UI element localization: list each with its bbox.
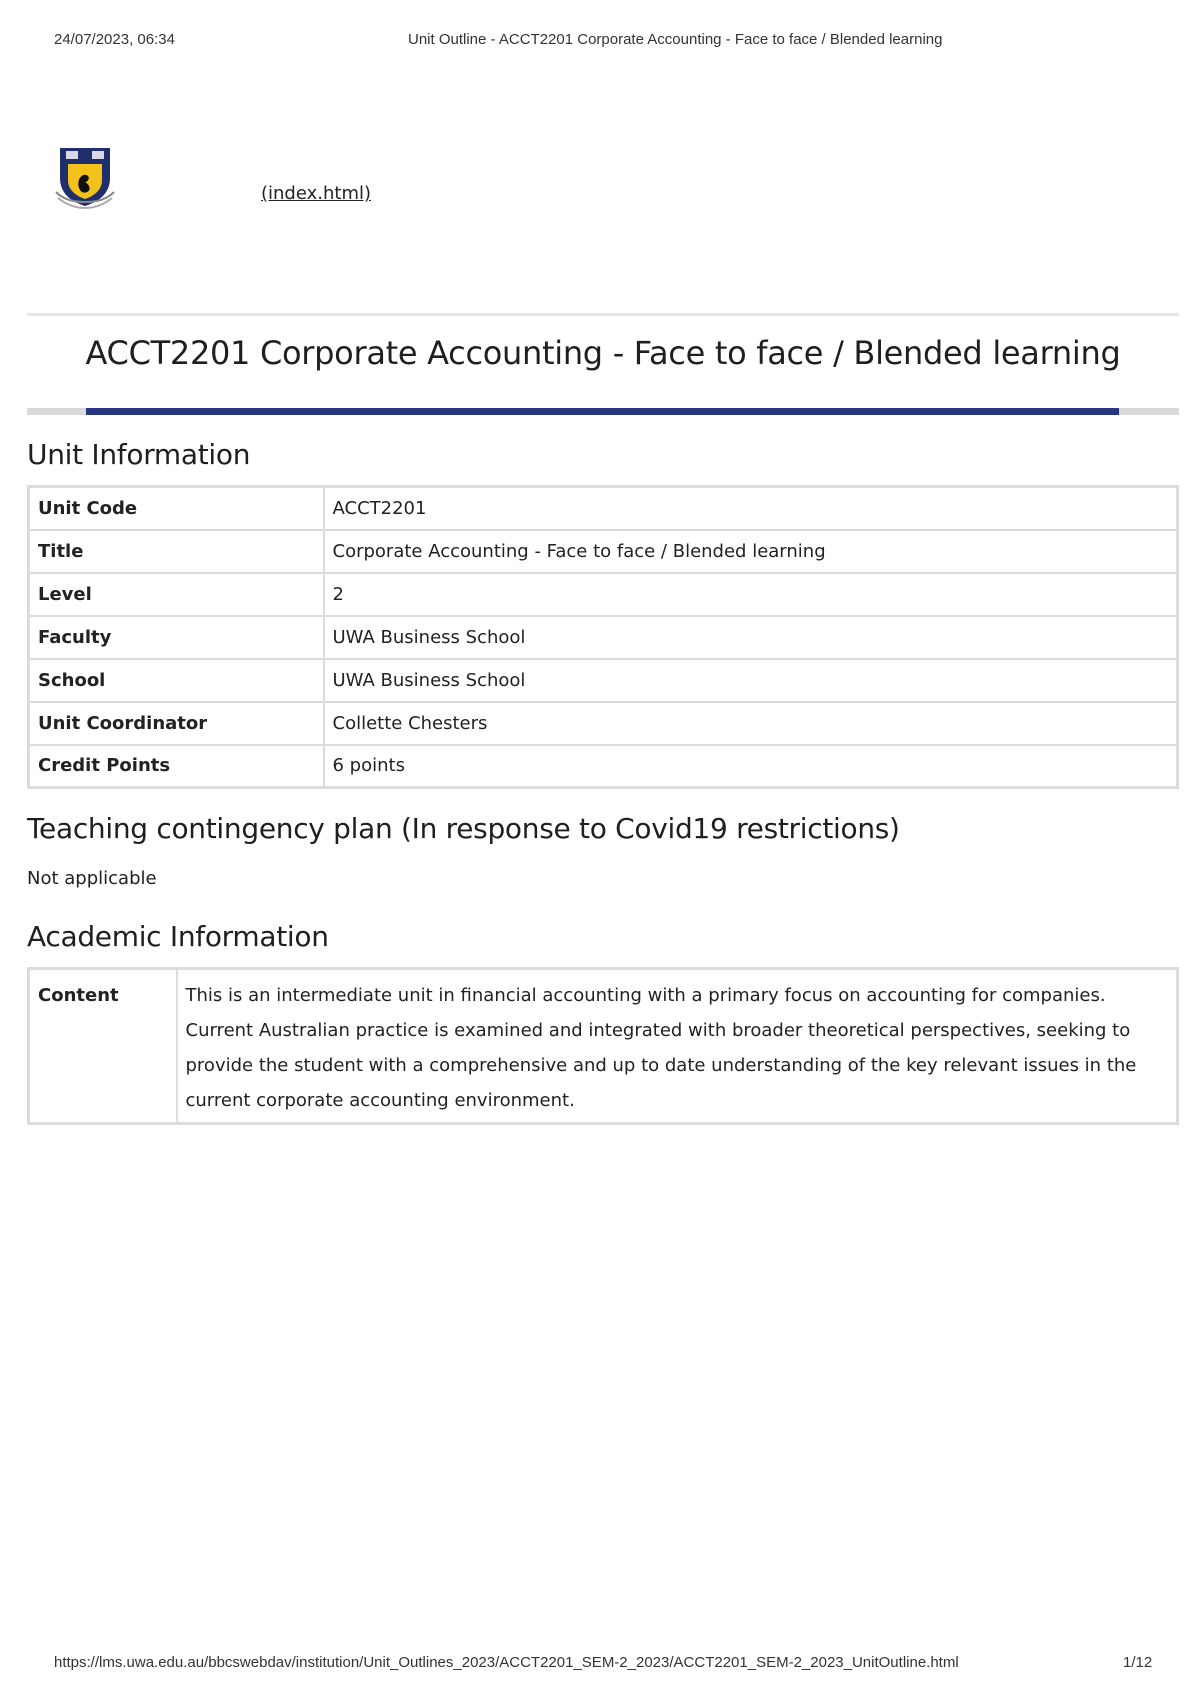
row-label: Credit Points xyxy=(29,745,324,788)
table-row xyxy=(29,969,1178,1124)
unit-information-table xyxy=(27,485,1179,789)
row-value: 6 points xyxy=(324,745,1178,788)
title-underline-accent xyxy=(86,408,1119,415)
row-value: UWA Business School xyxy=(324,659,1178,702)
row-value: This is an intermediate unit in financial accounting with a primary focus on accounting for companies. Current Australian practice is examined and integrated with broader theoretical perspectives, seeking to provide the student with a comprehensive and up to date understanding of the key relevant issues in the current corporate accounting environment. xyxy=(177,969,1178,1124)
table-row xyxy=(29,745,1178,788)
unit-information-heading: Unit Information xyxy=(27,438,251,471)
academic-information-table xyxy=(27,967,1179,1125)
print-datetime: 24/07/2023, 06:34 xyxy=(54,31,175,48)
academic-information-heading: Academic Information xyxy=(27,920,329,953)
row-value: Collette Chesters xyxy=(324,702,1178,745)
row-label: Unit Code xyxy=(29,487,324,530)
contingency-heading: Teaching contingency plan (In response to Covid19 restrictions) xyxy=(27,812,900,845)
row-label: Title xyxy=(29,530,324,573)
table-row xyxy=(29,616,1178,659)
row-label: School xyxy=(29,659,324,702)
contingency-text: Not applicable xyxy=(27,868,157,889)
row-label: Faculty xyxy=(29,616,324,659)
table-row xyxy=(29,702,1178,745)
page-title: ACCT2201 Corporate Accounting - Face to face / Blended learning xyxy=(85,334,1121,372)
table-row xyxy=(29,659,1178,702)
print-page-title: Unit Outline - ACCT2201 Corporate Accounting - Face to face / Blended learning xyxy=(408,31,943,48)
top-divider xyxy=(27,313,1179,316)
row-value: 2 xyxy=(324,573,1178,616)
page-number: 1/12 xyxy=(1123,1654,1153,1671)
row-value: UWA Business School xyxy=(324,616,1178,659)
row-label: Content xyxy=(29,969,177,1124)
index-link[interactable]: (index.html) xyxy=(261,183,372,204)
print-footer xyxy=(0,1654,1200,1674)
row-value: Corporate Accounting - Face to face / Blended learning xyxy=(324,530,1178,573)
row-label: Unit Coordinator xyxy=(29,702,324,745)
title-underline xyxy=(27,408,1179,415)
print-url: https://lms.uwa.edu.au/bbcswebdav/institution/Unit_Outlines_2023/ACCT2201_SEM-2_2023/ACCT2201_SEM-2_2023_UnitOutline.html xyxy=(54,1654,959,1671)
uwa-crest-icon[interactable] xyxy=(54,140,116,210)
table-row xyxy=(29,530,1178,573)
table-row xyxy=(29,487,1178,530)
row-value: ACCT2201 xyxy=(324,487,1178,530)
print-header xyxy=(0,31,1200,51)
row-label: Level xyxy=(29,573,324,616)
table-row xyxy=(29,573,1178,616)
